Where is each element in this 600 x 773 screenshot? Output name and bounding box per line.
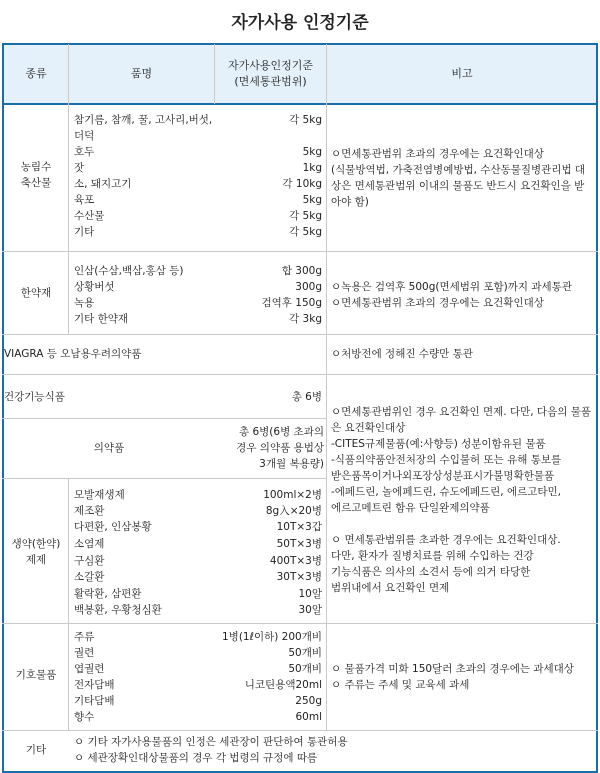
herbal-prep-qty: 400T×3병 xyxy=(269,555,322,567)
medicine-qty: 총 6병(6병 초과의 xyxy=(239,426,324,438)
herbal-note: ㅇ녹용은 검역후 500g(면세범위 포함)까지 과세통관 xyxy=(331,281,572,293)
row-divider xyxy=(2,730,598,731)
category-medicine: 의약품 xyxy=(93,442,125,454)
health-note: 다만, 환자가 질병치료를 위해 수입하는 건강 xyxy=(331,550,534,562)
category-luxury: 기호물품 xyxy=(15,669,57,681)
herbal-qty: 합 300g xyxy=(281,265,322,277)
herbal-note: ㅇ면세통관범위 초과의 경우에는 요건확인대상 xyxy=(331,297,544,309)
category-etc: 기타 xyxy=(25,744,47,756)
herbal-prep-item: 소갈환 xyxy=(74,571,105,583)
herbal-prep-item: 활락환, 삼편환 xyxy=(74,588,142,600)
herbal-item: 인삼(수삼,백삼,홍삼 등) xyxy=(74,265,184,277)
category-herbal: 한약재 xyxy=(20,287,52,299)
table-right-border xyxy=(596,43,598,773)
medicine-qty: 3개월 복용량) xyxy=(259,458,324,470)
row-divider xyxy=(2,334,598,335)
herbal-prep-qty: 10알 xyxy=(298,588,322,600)
column-divider xyxy=(68,252,69,334)
viagra-note: ㅇ처방전에 정해진 수량만 통관 xyxy=(331,348,473,360)
column-divider xyxy=(68,479,69,623)
agri-item: 수산물 xyxy=(74,210,105,222)
luxury-item: 궐련 xyxy=(74,647,95,659)
herbal-item: 녹용 xyxy=(74,297,95,309)
luxury-item: 기타담배 xyxy=(74,695,115,707)
health-note: -식품의약품안전처장의 수입불허 또는 유해 통보를 xyxy=(331,454,562,466)
agri-qty: 1kg xyxy=(302,162,322,174)
etc-note: ㅇ 기타 자가사용물품의 인정은 세관장이 판단하여 통관허용 xyxy=(74,736,348,748)
herbal-prep-qty: 8g入×20병 xyxy=(265,505,322,517)
health-note: -CITES규제물품(예:사향등) 성분이함유된 물품 xyxy=(331,438,546,450)
agri-qty: 각 5kg xyxy=(289,226,322,238)
luxury-qty: 니코틴용액20ml xyxy=(244,679,322,691)
luxury-qty: 50개비 xyxy=(288,647,322,659)
health-note: 에르고메트린 함유 단일완제의약품 xyxy=(331,502,490,514)
header-category: 종류 xyxy=(25,67,47,80)
row-divider xyxy=(2,374,598,375)
herbal-prep-item: 구심환 xyxy=(74,555,105,567)
medicine-qty: 경우 의약품 용법상 xyxy=(236,442,324,454)
agri-note: 상은 면세통관범위 이내의 물품도 반드시 요건확인을 받 xyxy=(331,180,585,192)
table-left-border xyxy=(2,43,4,773)
category-herbal-prep: 생약(한약) xyxy=(11,538,61,550)
header-item: 품명 xyxy=(130,67,153,80)
header-allowance-sub: (면세통관범위) xyxy=(234,75,307,88)
category-agri: 농림수 xyxy=(20,161,52,173)
herbal-prep-qty: 50T×3병 xyxy=(276,538,322,550)
luxury-qty: 1병(1ℓ이하) 200개비 xyxy=(222,631,322,643)
header-allowance: 자가사용인정기준 xyxy=(227,59,313,72)
luxury-qty: 60ml xyxy=(295,711,322,723)
herbal-prep-item: 다편환, 인삼봉황 xyxy=(74,521,152,533)
category-viagra: VIAGRA 등 오남용우려의약품 xyxy=(4,348,142,360)
agri-item: 호두 xyxy=(74,146,95,158)
herbal-prep-item: 백봉환, 우황청심환 xyxy=(74,604,162,616)
row-divider xyxy=(2,251,598,252)
agri-qty: 5kg xyxy=(302,146,322,158)
luxury-qty: 50개비 xyxy=(288,663,322,675)
health-note: 받은품목이거나외포장상성분표시가불명확한물품 xyxy=(331,470,555,482)
health-note: -에페드린, 놀에페드린, 슈도에페드린, 에르고타민, xyxy=(331,486,562,498)
agri-note: (식물방역법, 가축전염병예방법, 수산동물질병관리법 대 xyxy=(331,164,586,176)
agri-item: 참기름, 참깨, 꿀, 고사리,버섯, xyxy=(74,114,213,126)
category-health-food: 건강기능식품 xyxy=(4,391,65,403)
herbal-prep-item: 제조환 xyxy=(74,505,105,517)
agri-qty: 각 10kg xyxy=(282,178,322,190)
health-food-qty: 총 6병 xyxy=(291,391,322,403)
row-divider xyxy=(2,478,326,479)
herbal-item: 기타 한약재 xyxy=(74,313,129,325)
luxury-item: 전자담배 xyxy=(74,679,115,691)
etc-note: ㅇ 세관장확인대상물품의 경우 각 법령의 규정에 따름 xyxy=(74,752,318,764)
luxury-note: ㅇ 물품가격 미화 150달러 초과의 경우에는 과세대상 xyxy=(331,663,574,675)
luxury-item: 향수 xyxy=(74,711,95,723)
agri-item: 육포 xyxy=(74,194,95,206)
column-divider xyxy=(326,44,327,731)
herbal-prep-qty: 30T×3병 xyxy=(276,571,322,583)
herbal-prep-qty: 30알 xyxy=(298,604,322,616)
agri-note: ㅇ면세통관범위 초과의 경우에는 요건확인대상 xyxy=(331,148,544,160)
herbal-prep-qty: 100ml×2병 xyxy=(263,489,322,501)
agri-item: 더덕 xyxy=(74,130,95,142)
herbal-qty: 300g xyxy=(295,281,322,293)
category-herbal-prep-2: 제제 xyxy=(25,554,47,566)
category-agri-2: 축산물 xyxy=(20,177,52,189)
luxury-note: ㅇ 주류는 주세 및 교육세 과세 xyxy=(331,679,470,691)
health-note: 범위내에서 요건확인 면제 xyxy=(331,582,450,594)
herbal-prep-item: 소염제 xyxy=(74,538,105,550)
agri-item: 소, 돼지고기 xyxy=(74,178,132,190)
herbal-item: 상황버섯 xyxy=(74,281,115,293)
herbal-prep-item: 모발재생제 xyxy=(74,489,125,501)
health-note: 은 요건확인대상 xyxy=(331,422,406,434)
row-divider xyxy=(2,418,326,419)
health-note: 기능식품은 의사의 소견서 등에 의거 타당한 xyxy=(331,566,531,578)
herbal-qty: 각 3kg xyxy=(289,313,322,325)
column-divider xyxy=(68,624,69,730)
agri-qty: 5kg xyxy=(302,194,322,206)
herbal-prep-qty: 10T×3갑 xyxy=(276,521,322,533)
luxury-item: 엽궐련 xyxy=(74,663,105,675)
health-note: ㅇ면세통관범위인 경우 요건확인 면제. 다만, 다음의 물품 xyxy=(331,406,591,418)
agri-qty: 각 5kg xyxy=(289,114,322,126)
row-divider xyxy=(2,623,598,624)
header-remarks: 비고 xyxy=(451,67,473,80)
agri-qty: 각 5kg xyxy=(289,210,322,222)
herbal-qty: 검역후 150g xyxy=(261,297,322,309)
luxury-qty: 250g xyxy=(295,695,322,707)
header-bottom-border xyxy=(2,103,598,105)
agri-item: 기타 xyxy=(74,226,95,238)
luxury-item: 주류 xyxy=(74,631,95,643)
health-note: ㅇ 면세통관범위를 초과한 경우에는 요건확인대상. xyxy=(331,534,561,546)
agri-note: 아야 함) xyxy=(331,196,369,208)
agri-item: 잣 xyxy=(74,162,85,174)
table-top-border xyxy=(2,43,598,45)
page-title: 자가사용 인정기준 xyxy=(231,13,369,33)
